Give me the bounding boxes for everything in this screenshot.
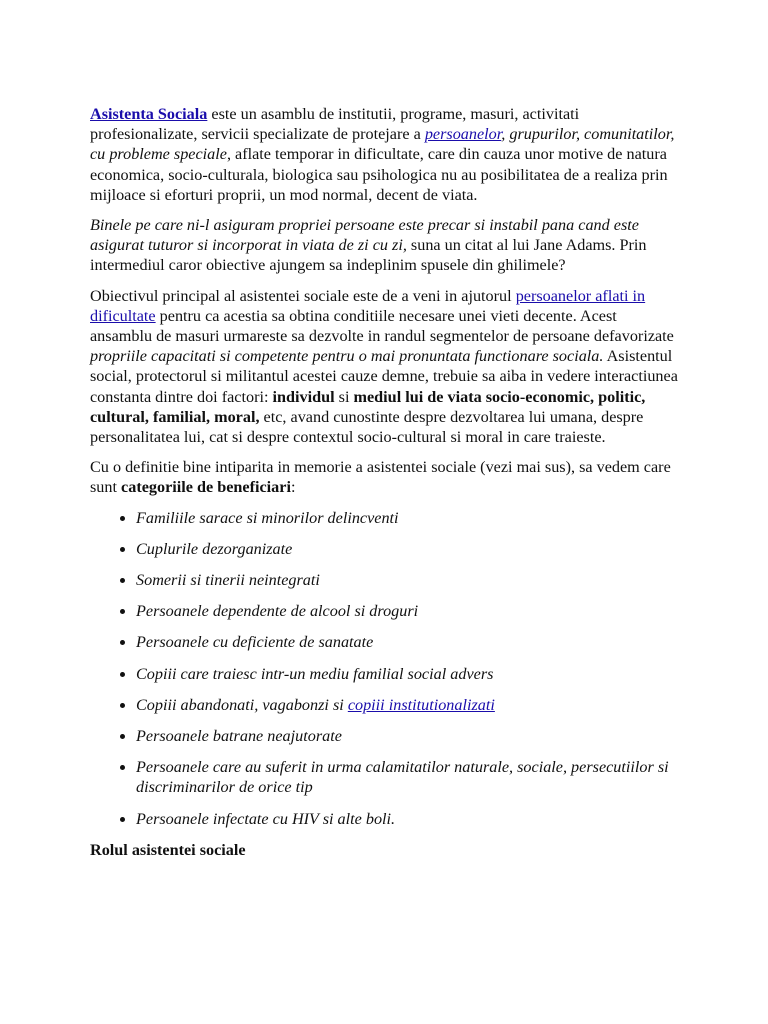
bold-text: individul	[272, 387, 335, 406]
text: :	[290, 478, 296, 497]
quote-text: Binele pe care ni-l asiguram propriei persoane este precar si instabil pana cand este asigurat tuturor si incorporat in viata de zi cu zi,	[90, 216, 639, 255]
list-item: • Persoanele batrane neajutorate	[136, 726, 678, 746]
link-asistenta-sociala[interactable]: Asistenta Sociala	[90, 105, 208, 123]
paragraph-intro	[90, 104, 678, 205]
list-item: • Familiile sarace si minorilor delincventi	[136, 508, 678, 528]
list-item	[136, 695, 678, 715]
list-item: • Cuplurile dezorganizate	[136, 539, 678, 559]
bold-text: mediul lui de viata socio-economic, politic, cultural, familial, moral,	[90, 387, 646, 426]
list-item: • Persoanele cu deficiente de sanatate	[136, 632, 678, 652]
italic-text: propriile capacitati si competente pentru o mai pronuntata functionare sociala.	[90, 347, 604, 366]
list-item: • Persoanele infectate cu HIV si alte boli.	[136, 809, 678, 829]
text: pentru ca acestia sa obtina conditiile necesare unei vieti decente. Acest ansamblu de masuri urmareste sa dezvolte in randul segmentelor de persoane defavorizate	[90, 306, 674, 346]
bold-text: categoriile de beneficiari	[121, 478, 291, 497]
list-item: • Persoanele dependente de alcool si droguri	[136, 601, 678, 621]
text: etc, avand cunostinte despre dezvoltarea lui umana, despre personalitatea lui, cat si despre contextul socio-cultural si moral in care traieste.	[90, 407, 644, 447]
text: Obiectivul principal al asistentei sociale este de a veni in ajutorul	[90, 286, 516, 305]
list-item-text: Copiii abandonati, vagabonzi si	[136, 695, 348, 714]
list-item: • Somerii si tinerii neintegrati	[136, 570, 678, 590]
beneficiaries-list	[90, 508, 678, 829]
italic-text: , grupurilor, comunitatilor, cu probleme speciale	[90, 125, 675, 164]
text: este un asamblu de institutii, programe, masuri, activitati profesionalizate, servicii specializate de protejare a	[90, 105, 580, 144]
list-item: • Persoanele care au suferit in urma calamitatilor naturale, sociale, persecutiilor si discriminarilor de orice tip	[136, 757, 678, 797]
link-text[interactable]: persoanelor	[424, 125, 502, 144]
text: , aflate temporar in dificultate, care din cauza unor motive de natura economica, socio-culturala, biologica sau psihologica nu au posibilitatea de a realiza prin mijloace si eforturi proprii, un mod normal, decent de viata.	[90, 145, 668, 204]
paragraph-beneficiaries-intro	[90, 457, 678, 497]
list-item: • Copiii care traiesc intr-un mediu familial social advers	[136, 664, 678, 684]
paragraph-objective	[90, 286, 678, 448]
link-copiii-institutionalizati[interactable]: copiii institutionalizati	[347, 695, 495, 714]
text: Cu o definitie bine intiparita in memorie a asistentei sociale (vezi mai sus), sa vedem care sunt	[90, 458, 671, 497]
text: Asistentul social, protectorul si militantul acestei cauze demne, trebuie sa aiba in vedere interactiunea constanta dintre doi factori:	[90, 347, 678, 406]
link-persoanelor[interactable]	[425, 125, 501, 143]
text: si	[334, 387, 354, 406]
link-persoanelor-aflati-in-dificultate[interactable]: persoanelor aflati in dificultate	[90, 286, 646, 325]
paragraph-quote	[90, 215, 678, 276]
section-heading: Rolul asistentei sociale	[90, 840, 246, 859]
text: suna un citat al lui Jane Adams. Prin intermediul caror obiective ajungem sa indeplinim spusele din ghilimele?	[90, 236, 647, 275]
